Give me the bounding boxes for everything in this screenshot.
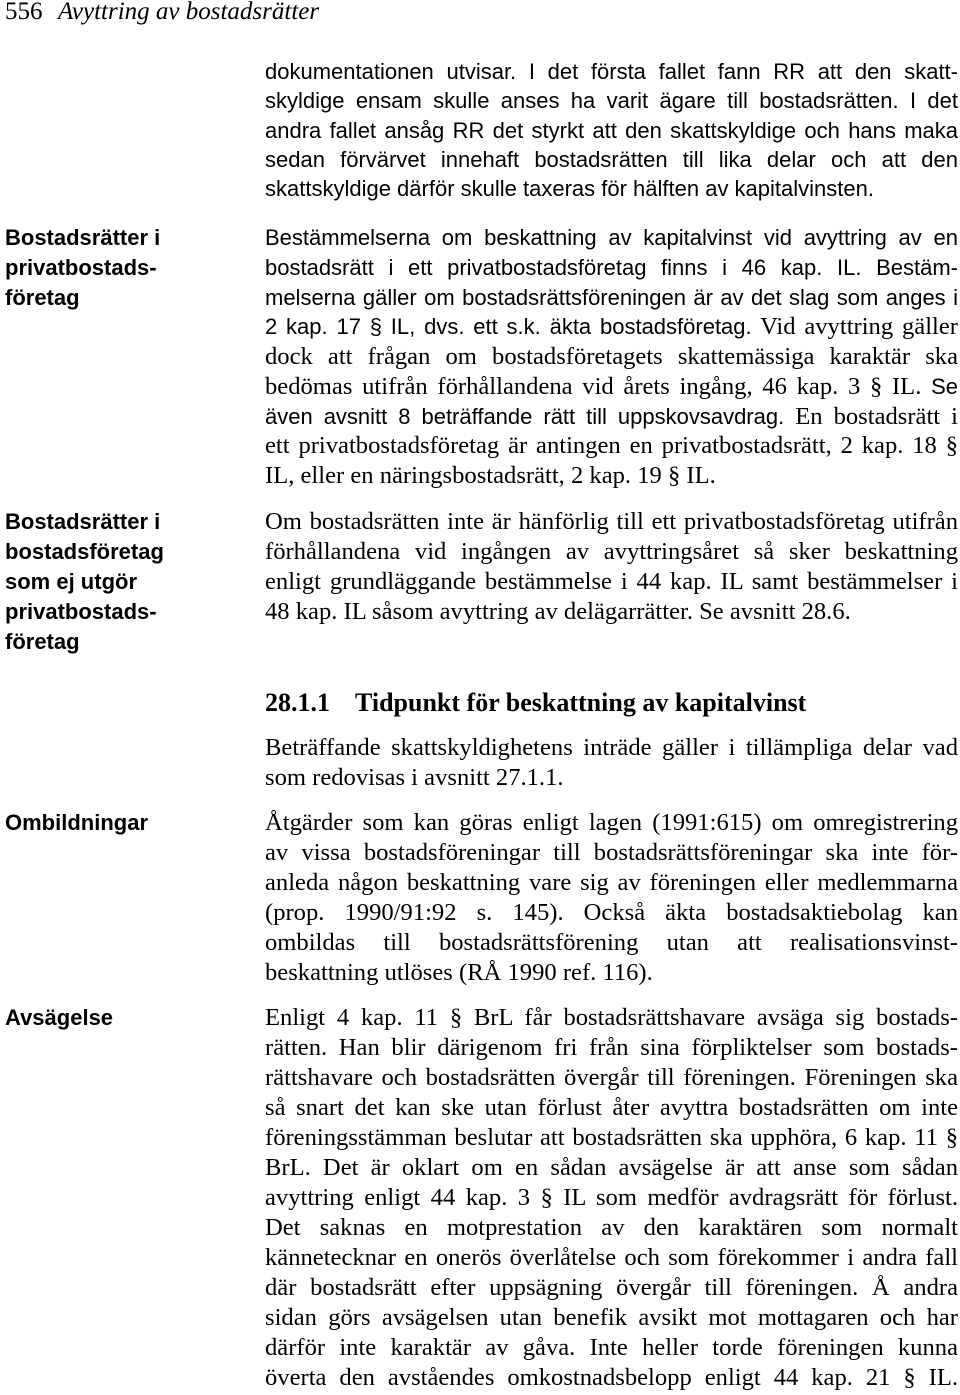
body-paragraph (265, 1003, 958, 1393)
text-line: enligt grundläggande bestämmelse i 44 kap. IL samt bestämmelser i (265, 568, 958, 595)
text-line: beskattning utlöses (RÅ 1990 ref. 116). (265, 959, 653, 986)
margin-note-avsagelse (5, 1003, 260, 1033)
text-line: rätten. Han blir därigenom fri från sina förpliktelser som bostads- (265, 1034, 958, 1061)
text-line: bostadsrätt i ett privatbostadsföretag finns i 46 kap. IL. Bestäm- (265, 254, 958, 280)
text-line: Enligt 4 kap. 11 § BrL får bostadsrättshavare avsäga sig bostads- (265, 1004, 958, 1031)
text-line: föreningsstämman beslutar att bostadsrätten ska upphöra, 6 kap. 11 § (265, 1124, 958, 1151)
running-title: Avyttring av bostadsrätter (58, 0, 320, 25)
text-line: där bostadsrätt efter uppsägning övergår till föreningen. Å andra (265, 1274, 958, 1301)
margin-note-privatbostadsforetag (5, 223, 260, 312)
text-line: Åtgärder som kan göras enligt lagen (1991:615) om omregistrering (265, 809, 958, 836)
text-segment: Vid avyttring gäller (760, 313, 958, 341)
text-segment: Se (931, 373, 958, 399)
text-line (265, 402, 958, 432)
text-line: skyldige ensam skulle anses ha varit ägare till bostadsrätten. I det (265, 88, 958, 114)
text-line: ombildas till bostadsrättsförening utan att realisationsvinst- (265, 929, 958, 956)
text-segment: En bostadsrätt i (795, 402, 958, 430)
text-line: rättshavare och bostadsrätten övergår till föreningen. Föreningen ska (265, 1064, 958, 1091)
body-paragraph (265, 223, 958, 491)
text-line: därför inte karaktär av gåva. Inte heller torde föreningen kunna (265, 1334, 958, 1361)
text-line: 48 kap. IL såsom avyttring av delägarrätter. Se avsnitt 28.6. (265, 598, 851, 625)
margin-note-line: privatbostads- (5, 599, 157, 624)
text-segment: även avsnitt 8 beträffande rätt till uppskovsavdrag. (265, 403, 785, 429)
section-title: Tidpunkt för beskattning av kapitalvinst (355, 688, 807, 717)
page-number: 556 (5, 0, 43, 25)
body-paragraph (265, 808, 958, 988)
text-line (265, 372, 958, 402)
margin-note-line: företag (5, 629, 80, 654)
body-paragraph (265, 507, 958, 627)
text-line: Om bostadsrätten inte är hänförlig till ett privatbostadsföretag utifrån (265, 508, 958, 535)
text-line: anleda någon beskattning vare sig av föreningen eller medlemmarna (265, 869, 958, 896)
margin-note-ombildningar (5, 808, 260, 838)
text-line: melserna gäller om bostadsrättsföreningen är av det slag som anges i (265, 284, 958, 310)
text-line: Bestämmelserna om beskattning av kapitalvinst vid avyttring av en (265, 225, 958, 250)
text-line: andra fallet ansåg RR det styrkt att den skattskyldige och hans maka (265, 117, 958, 143)
margin-note-line: företag (5, 284, 80, 310)
margin-note-line: som ej utgör (5, 569, 138, 594)
margin-note-line: Ombildningar (5, 810, 148, 835)
text-line: BrL. Det är oklart om en sådan avsägelse är att anse som sådan (265, 1154, 958, 1181)
text-line: kännetecknar en onerös överlåtelse och som förekommer i andra fall (265, 1244, 958, 1271)
text-line: IL, eller en näringsbostadsrätt, 2 kap. 19 § IL. (265, 462, 716, 489)
text-line: ett privatbostadsföretag är antingen en privatbostadsrätt, 2 kap. 18 § (265, 432, 958, 460)
body-paragraph (265, 733, 958, 793)
margin-note-line: Bostadsrätter i (5, 225, 161, 250)
text-line: avyttring enligt 44 kap. 3 § IL som medför avdragsrätt för förlust. (265, 1184, 958, 1211)
text-line: skattskyldige därför skulle taxeras för hälften av kapitalvinsten. (265, 176, 874, 202)
text-line: av vissa bostadsföreningar till bostadsrättsföreningar ska inte för- (265, 839, 958, 866)
margin-note-line: Bostadsrätter i (5, 509, 161, 534)
text-line: sedan förvärvet innehaft bostadsrätten till lika delar och att den (265, 146, 958, 172)
text-line: Beträffande skattskyldighetens inträde gäller i tillämpliga delar vad (265, 734, 958, 761)
text-line: sidan görs avsägelsen utan benefik avsikt mot mottagaren och har (265, 1304, 958, 1331)
text-line: överta den avståendes omkostnadsbelopp enligt 44 kap. 21 § IL. (265, 1364, 958, 1391)
text-line: så snart det kan ske utan förlust åter avyttra bostadsrätten om inte (265, 1094, 958, 1121)
text-segment: bedömas utifrån förhållandena vid årets ingång, 46 kap. 3 § IL. (265, 372, 922, 400)
section-number: 28.1.1 (265, 688, 330, 717)
body-paragraph (265, 57, 958, 203)
margin-note-line: bostadsföretag (5, 539, 164, 564)
text-line: Det saknas en motprestation av den karaktären som normalt (265, 1214, 958, 1241)
margin-note-line: privatbostads- (5, 254, 157, 280)
margin-note-line: Avsägelse (5, 1005, 114, 1030)
margin-note-bostadsforetag-ej-privat (5, 507, 260, 657)
text-segment: 2 kap. 17 § IL, dvs. ett s.k. äkta bostadsföretag. (265, 314, 752, 340)
text-line: (prop. 1990/91:92 s. 145). Också äkta bostadsaktiebolag kan (265, 899, 958, 926)
text-line: förhållandena vid ingången av avyttringsåret så sker beskattning (265, 538, 958, 565)
text-line: som redovisas i avsnitt 27.1.1. (265, 764, 564, 791)
text-line (265, 312, 958, 342)
text-line: dokumentationen utvisar. I det första fallet fann RR att den skatt- (265, 59, 958, 84)
text-line: dock att frågan om bostadsföretagets skattemässiga karaktär ska (265, 343, 958, 370)
